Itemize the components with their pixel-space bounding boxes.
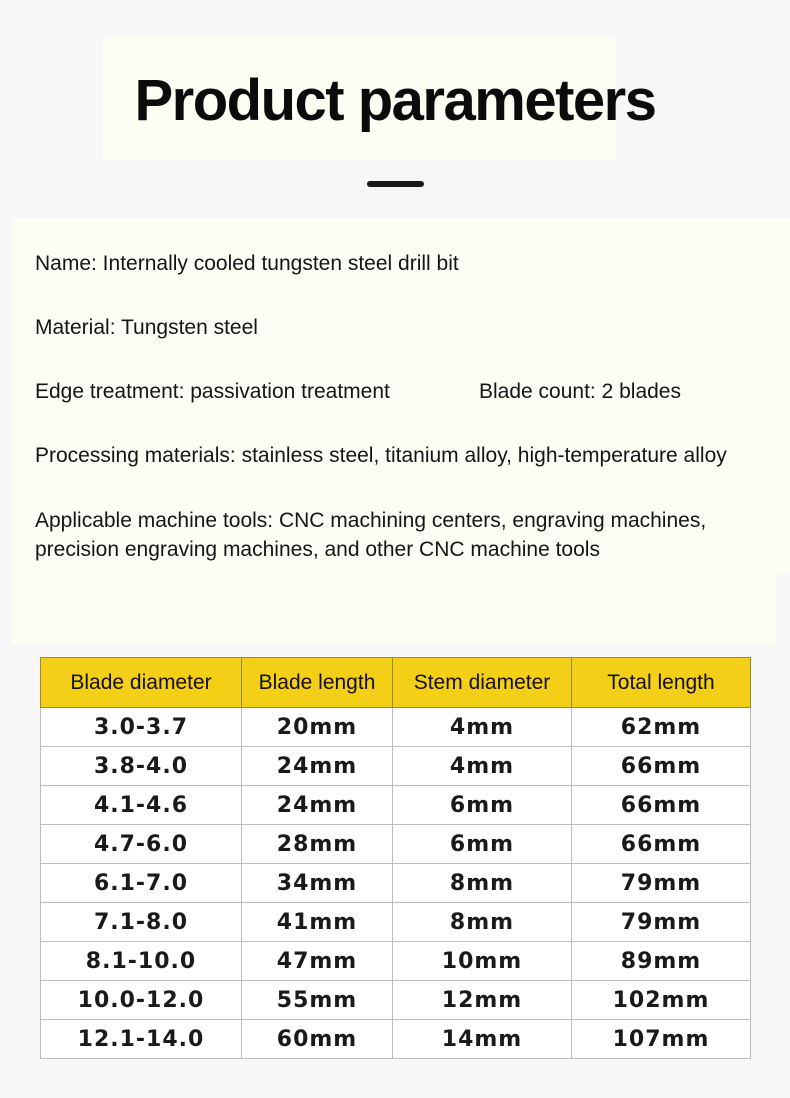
cell-stem-diameter: 6mm (393, 786, 572, 825)
cell-blade-length: 55mm (242, 981, 393, 1020)
cell-blade-diameter: 8.1-10.0 (41, 942, 242, 981)
cell-blade-diameter: 3.8-4.0 (41, 747, 242, 786)
cell-blade-diameter: 4.1-4.6 (41, 786, 242, 825)
cell-blade-diameter: 4.7-6.0 (41, 825, 242, 864)
cell-total-length: 102mm (572, 981, 751, 1020)
cell-blade-length: 34mm (242, 864, 393, 903)
cell-stem-diameter: 4mm (393, 708, 572, 747)
table-row (41, 864, 751, 903)
cell-blade-length: 24mm (242, 786, 393, 825)
cell-blade-diameter: 10.0-12.0 (41, 981, 242, 1020)
cell-stem-diameter: 8mm (393, 864, 572, 903)
cell-blade-length: 60mm (242, 1020, 393, 1059)
cell-total-length: 66mm (572, 786, 751, 825)
cell-total-length: 79mm (572, 864, 751, 903)
cell-total-length: 79mm (572, 903, 751, 942)
table-row (41, 1020, 751, 1059)
param-processing-materials: Processing materials: stainless steel, titanium alloy, high-temperature alloy (35, 444, 727, 467)
cell-total-length: 89mm (572, 942, 751, 981)
table-row (41, 981, 751, 1020)
header-blade-diameter: Blade diameter (41, 658, 242, 708)
table-row (41, 903, 751, 942)
cell-stem-diameter: 4mm (393, 747, 572, 786)
cell-total-length: 107mm (572, 1020, 751, 1059)
param-blade-count: Blade count: 2 blades (479, 380, 681, 403)
table-header-row (41, 658, 751, 708)
param-machine-tools-line1: Applicable machine tools: CNC machining centers, engraving machines, (35, 509, 707, 532)
table-row (41, 942, 751, 981)
header-blade-length: Blade length (242, 658, 393, 708)
cell-blade-diameter: 7.1-8.0 (41, 903, 242, 942)
param-edge-treatment: Edge treatment: passivation treatment (35, 380, 390, 403)
param-name: Name: Internally cooled tungsten steel drill bit (35, 252, 459, 275)
cell-blade-length: 47mm (242, 942, 393, 981)
cell-total-length: 62mm (572, 708, 751, 747)
page-title: Product parameters (134, 68, 656, 133)
cell-blade-length: 28mm (242, 825, 393, 864)
header-total-length: Total length (572, 658, 751, 708)
table-row (41, 786, 751, 825)
spec-table (40, 657, 751, 1059)
cell-blade-diameter: 12.1-14.0 (41, 1020, 242, 1059)
header-stem-diameter: Stem diameter (393, 658, 572, 708)
param-machine-tools-line2: precision engraving machines, and other CNC machine tools (35, 538, 600, 561)
cell-stem-diameter: 10mm (393, 942, 572, 981)
title-underline (367, 181, 424, 187)
cell-stem-diameter: 14mm (393, 1020, 572, 1059)
parameters-panel-spacer (12, 573, 776, 644)
param-material: Material: Tungsten steel (35, 316, 258, 339)
cell-blade-length: 41mm (242, 903, 393, 942)
cell-blade-length: 20mm (242, 708, 393, 747)
table-row (41, 708, 751, 747)
cell-blade-length: 24mm (242, 747, 393, 786)
cell-total-length: 66mm (572, 747, 751, 786)
cell-total-length: 66mm (572, 825, 751, 864)
cell-stem-diameter: 12mm (393, 981, 572, 1020)
cell-blade-diameter: 3.0-3.7 (41, 708, 242, 747)
cell-stem-diameter: 8mm (393, 903, 572, 942)
table-row (41, 825, 751, 864)
table-row (41, 747, 751, 786)
cell-stem-diameter: 6mm (393, 825, 572, 864)
cell-blade-diameter: 6.1-7.0 (41, 864, 242, 903)
